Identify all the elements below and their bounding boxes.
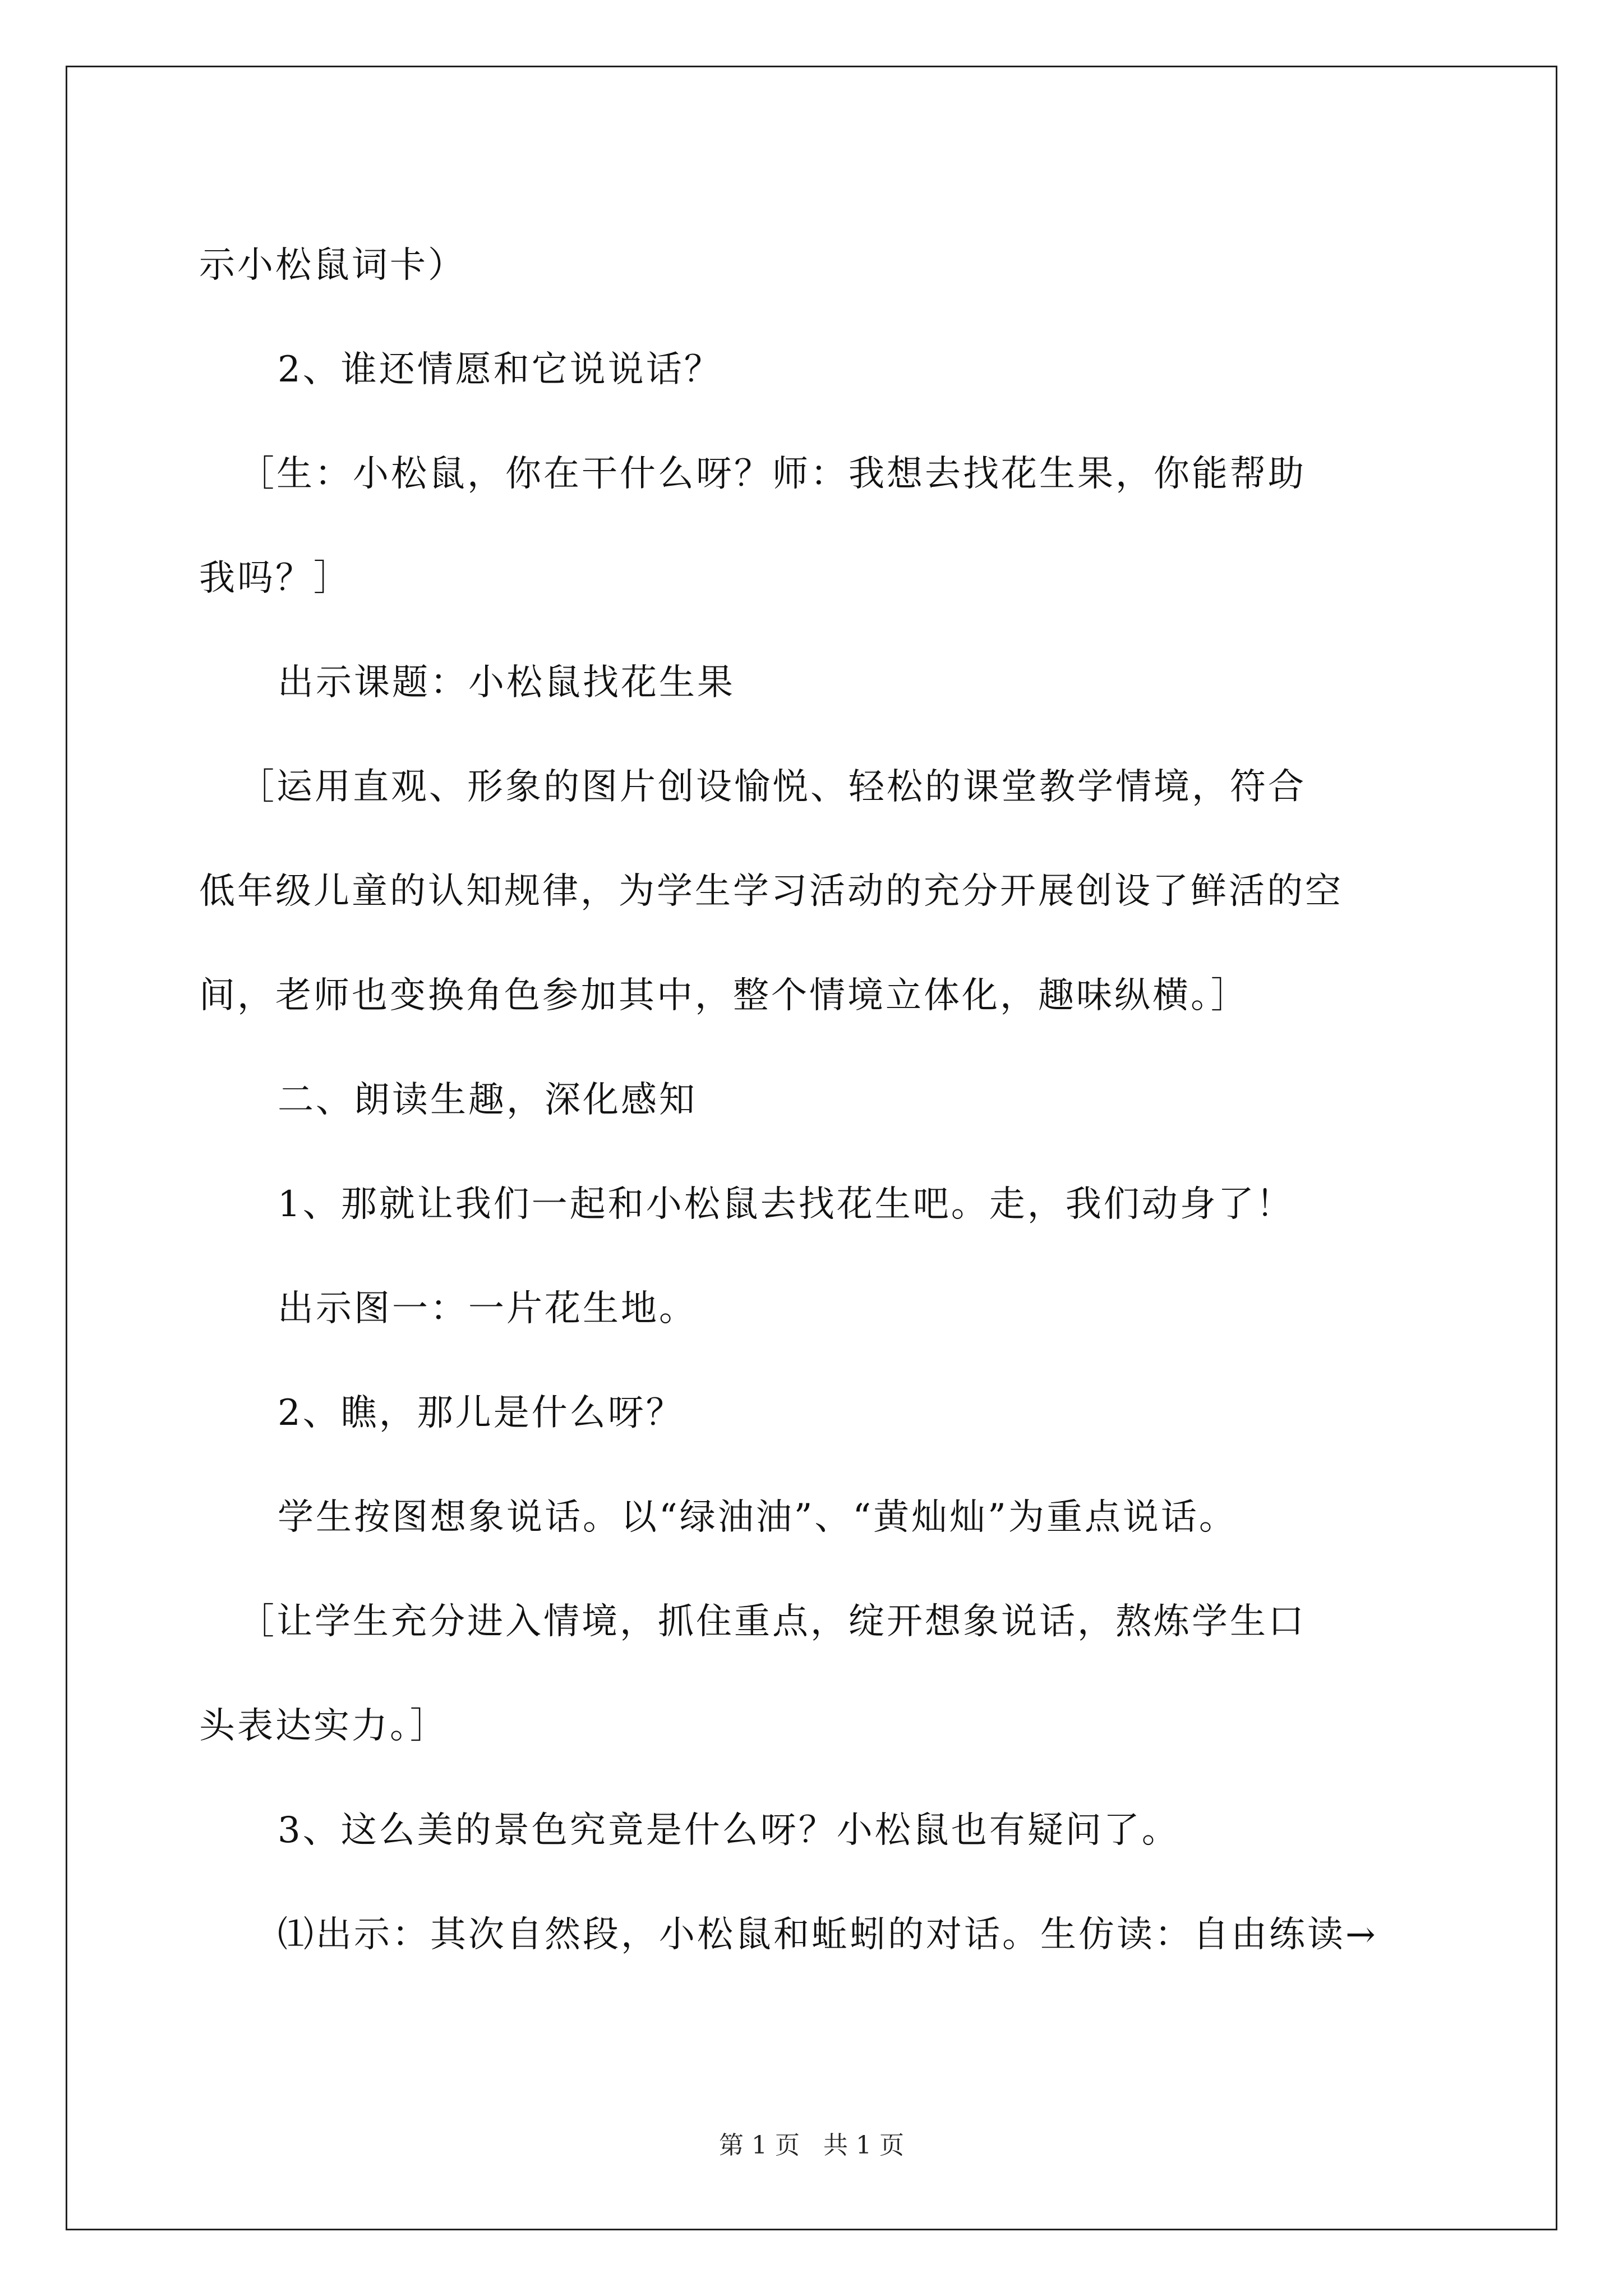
page-total: 共 1 页: [823, 2131, 904, 2160]
text-line: 示小松鼠词卡）: [199, 245, 466, 286]
text-line: 2、谁还情愿和它说说话？: [278, 349, 722, 390]
document-body: [199, 213, 1436, 1987]
page-footer: [0, 2125, 1623, 2161]
text-line: 我吗？］: [199, 558, 352, 599]
text-line: ［让学生充分进入情境，抓住重点，绽开想象说话，熬炼学生口: [238, 1601, 1306, 1642]
text-line: 3、这么美的景色究竟是什么呀？小松鼠也有疑问了。: [278, 1810, 1180, 1851]
text-line: 1、那就让我们一起和小松鼠去找花生吧。走，我们动身了！: [278, 1184, 1294, 1225]
page-number: 第 1 页: [719, 2131, 800, 2160]
section-heading: 二、朗读生趣，深化感知: [278, 1079, 697, 1121]
text-line: 学生按图想象说话。以“绿油油”、“黄灿灿”为重点说话。: [278, 1497, 1237, 1538]
text-line: ［运用直观、形象的图片创设愉悦、轻松的课堂教学情境，符合: [238, 766, 1306, 808]
text-line: 出示图一：一片花生地。: [278, 1288, 697, 1329]
text-line: 2、瞧，那儿是什么呀？: [278, 1392, 684, 1434]
text-line: 出示课题：小松鼠找花生果: [278, 662, 735, 703]
text-line: ⑴出示：其次自然段，小松鼠和蚯蚓的对话。生仿读：自由练读→: [278, 1914, 1378, 1955]
text-line: ［生：小松鼠，你在干什么呀？师：我想去找花生果，你能帮助: [238, 453, 1306, 495]
text-line: 低年级儿童的认知规律，为学生学习活动的充分开展创设了鲜活的空: [199, 871, 1343, 912]
text-line: 头表达实力。］: [199, 1705, 448, 1747]
text-line: 间，老师也变换角色参加其中，整个情境立体化，趣味纵横。］: [199, 975, 1249, 1016]
